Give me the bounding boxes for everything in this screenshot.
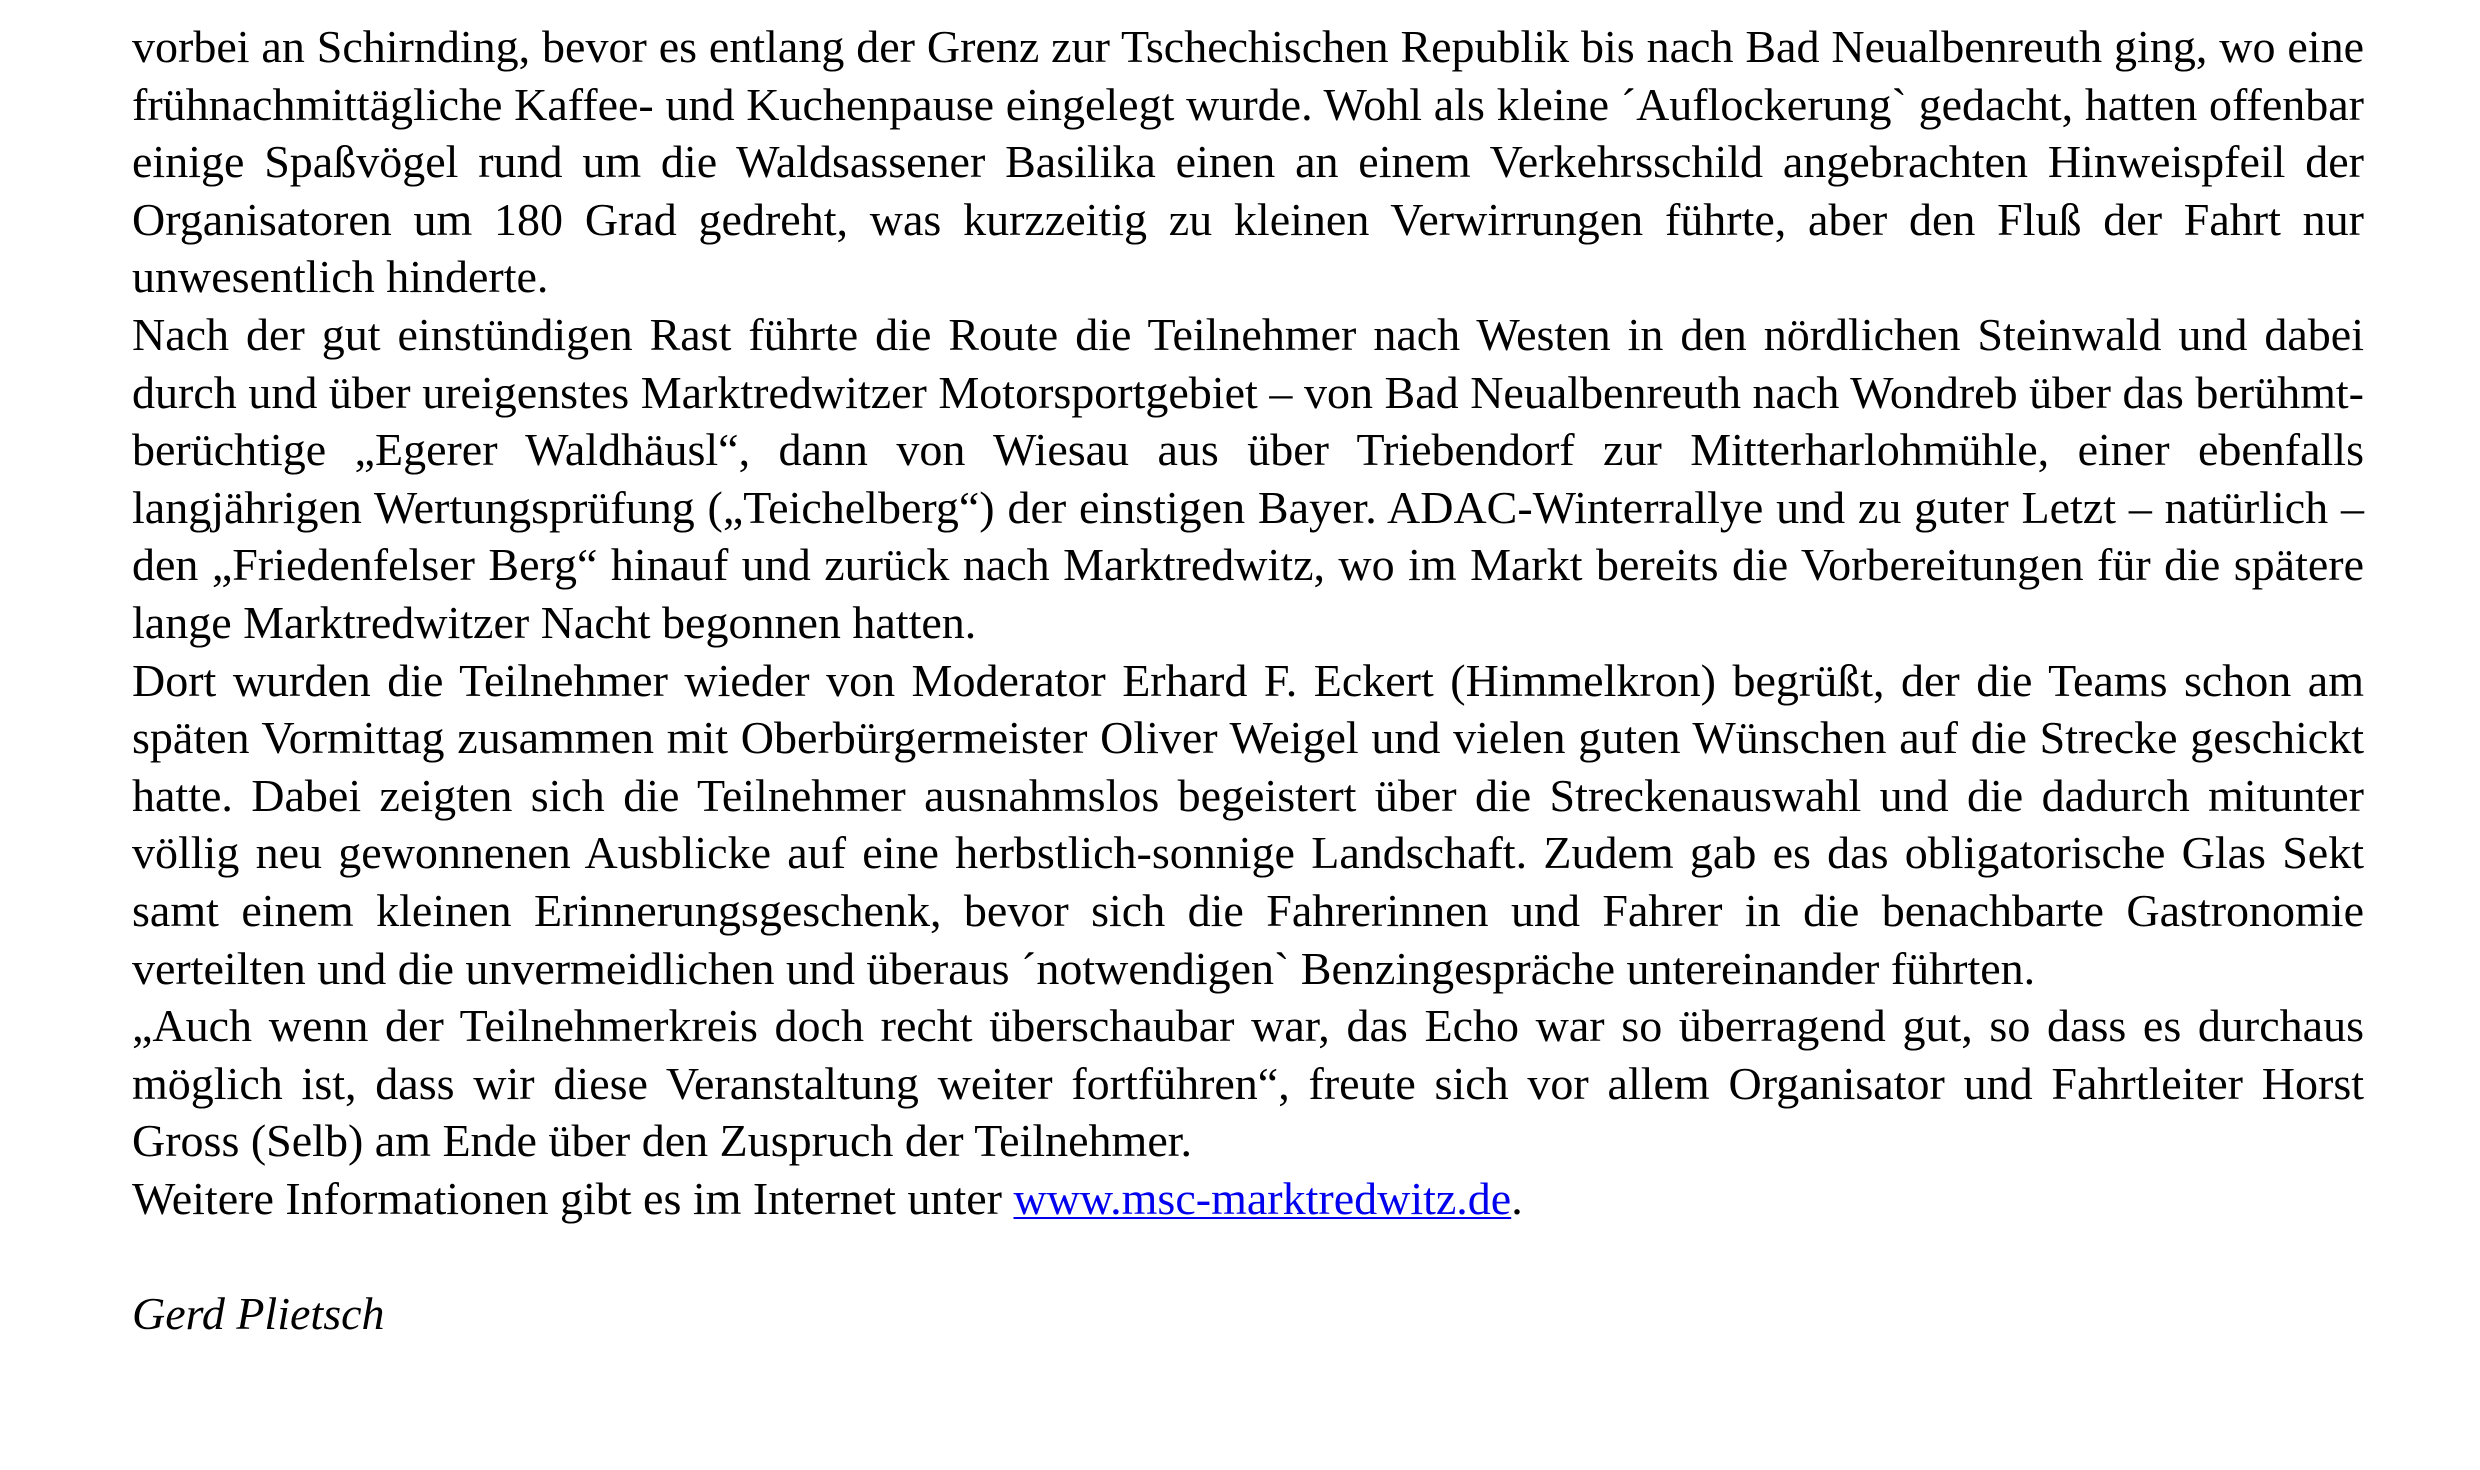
paragraph-route-steinwald: Nach der gut einstündigen Rast führte die Route die Teilnehmer nach Westen in den nördlichen Steinwald und dabei durch und über ureigenstes Marktredwitzer Motorsportgebiet – von Bad Neualbenreuth nach Wondreb über das berühmt-berüchtige „Egerer Waldhäusl“, dann von Wiesau aus über Triebendorf zur Mitterharlohmühle, einer ebenfalls langjährigen Wertungsprüfung („Teichelberg“) der einstigen Bayer. ADAC-Winterrallye und zu guter Letzt – natürlich – den „Friedenfelser Berg“ hinauf und zurück nach Marktredwitz, wo im Markt bereits die Vorbereitungen für die spätere lange Marktredwitzer Nacht begonnen hatten.: [132, 308, 2364, 648]
info-line-prefix: Weitere Informationen gibt es im Internet unter: [132, 1172, 1014, 1224]
blank-line: [132, 1227, 2364, 1285]
website-link[interactable]: www.msc-marktredwitz.de: [1013, 1172, 1512, 1224]
paragraph-arrival-marktredwitz: Dort wurden die Teilnehmer wieder von Moderator Erhard F. Eckert (Himmelkron) begrüßt, der die Teams schon am späten Vormittag zusammen mit Oberbürgermeister Oliver Weigel und vielen guten Wünschen auf die Strecke geschickt hatte. Dabei zeigten sich die Teilnehmer ausnahmslos begeistert über die Streckenauswahl und die dadurch mitunter völlig neu gewonnenen Ausblicke auf eine herbstlich-sonnige Landschaft. Zudem gab es das obligatorische Glas Sekt samt einem kleinen Erinnerungsgeschenk, bevor sich die Fahrerinnen und Fahrer in die benachbarte Gastronomie verteilten und die unvermeidlichen und überaus ´notwendigen` Benzingespräche untereinander führten.: [132, 654, 2364, 994]
info-line-suffix: .: [1511, 1172, 1523, 1224]
author-signature: Gerd Plietsch: [132, 1288, 385, 1340]
paragraph-route-start: vorbei an Schirnding, bevor es entlang der Grenz zur Tschechischen Republik bis nach Bad Neualbenreuth ging, wo eine frühnachmittägliche Kaffee- und Kuchenpause eingelegt wurde. Wohl als kleine ´Auflockerung` gedacht, hatten offenbar einige Spaßvögel rund um die Waldsassener Basilika einen an einem Verkehrsschild angebrachten Hinweispfeil der Organisatoren um 180 Grad gedreht, was kurzzeitig zu kleinen Verwirrungen führte, aber den Fluß der Fahrt nur unwesentlich hinderte.: [132, 21, 2364, 303]
info-line: [132, 1170, 2364, 1228]
paragraph-organizer-quote: „Auch wenn der Teilnehmerkreis doch recht überschaubar war, das Echo war so überragend gut, so dass es durchaus möglich ist, dass wir diese Veranstaltung weiter fortführen“, freute sich vor allem Organisator und Fahrtleiter Horst Gross (Selb) am Ende über den Zuspruch der Teilnehmer.: [132, 1000, 2364, 1167]
document-body: [132, 18, 2364, 1343]
